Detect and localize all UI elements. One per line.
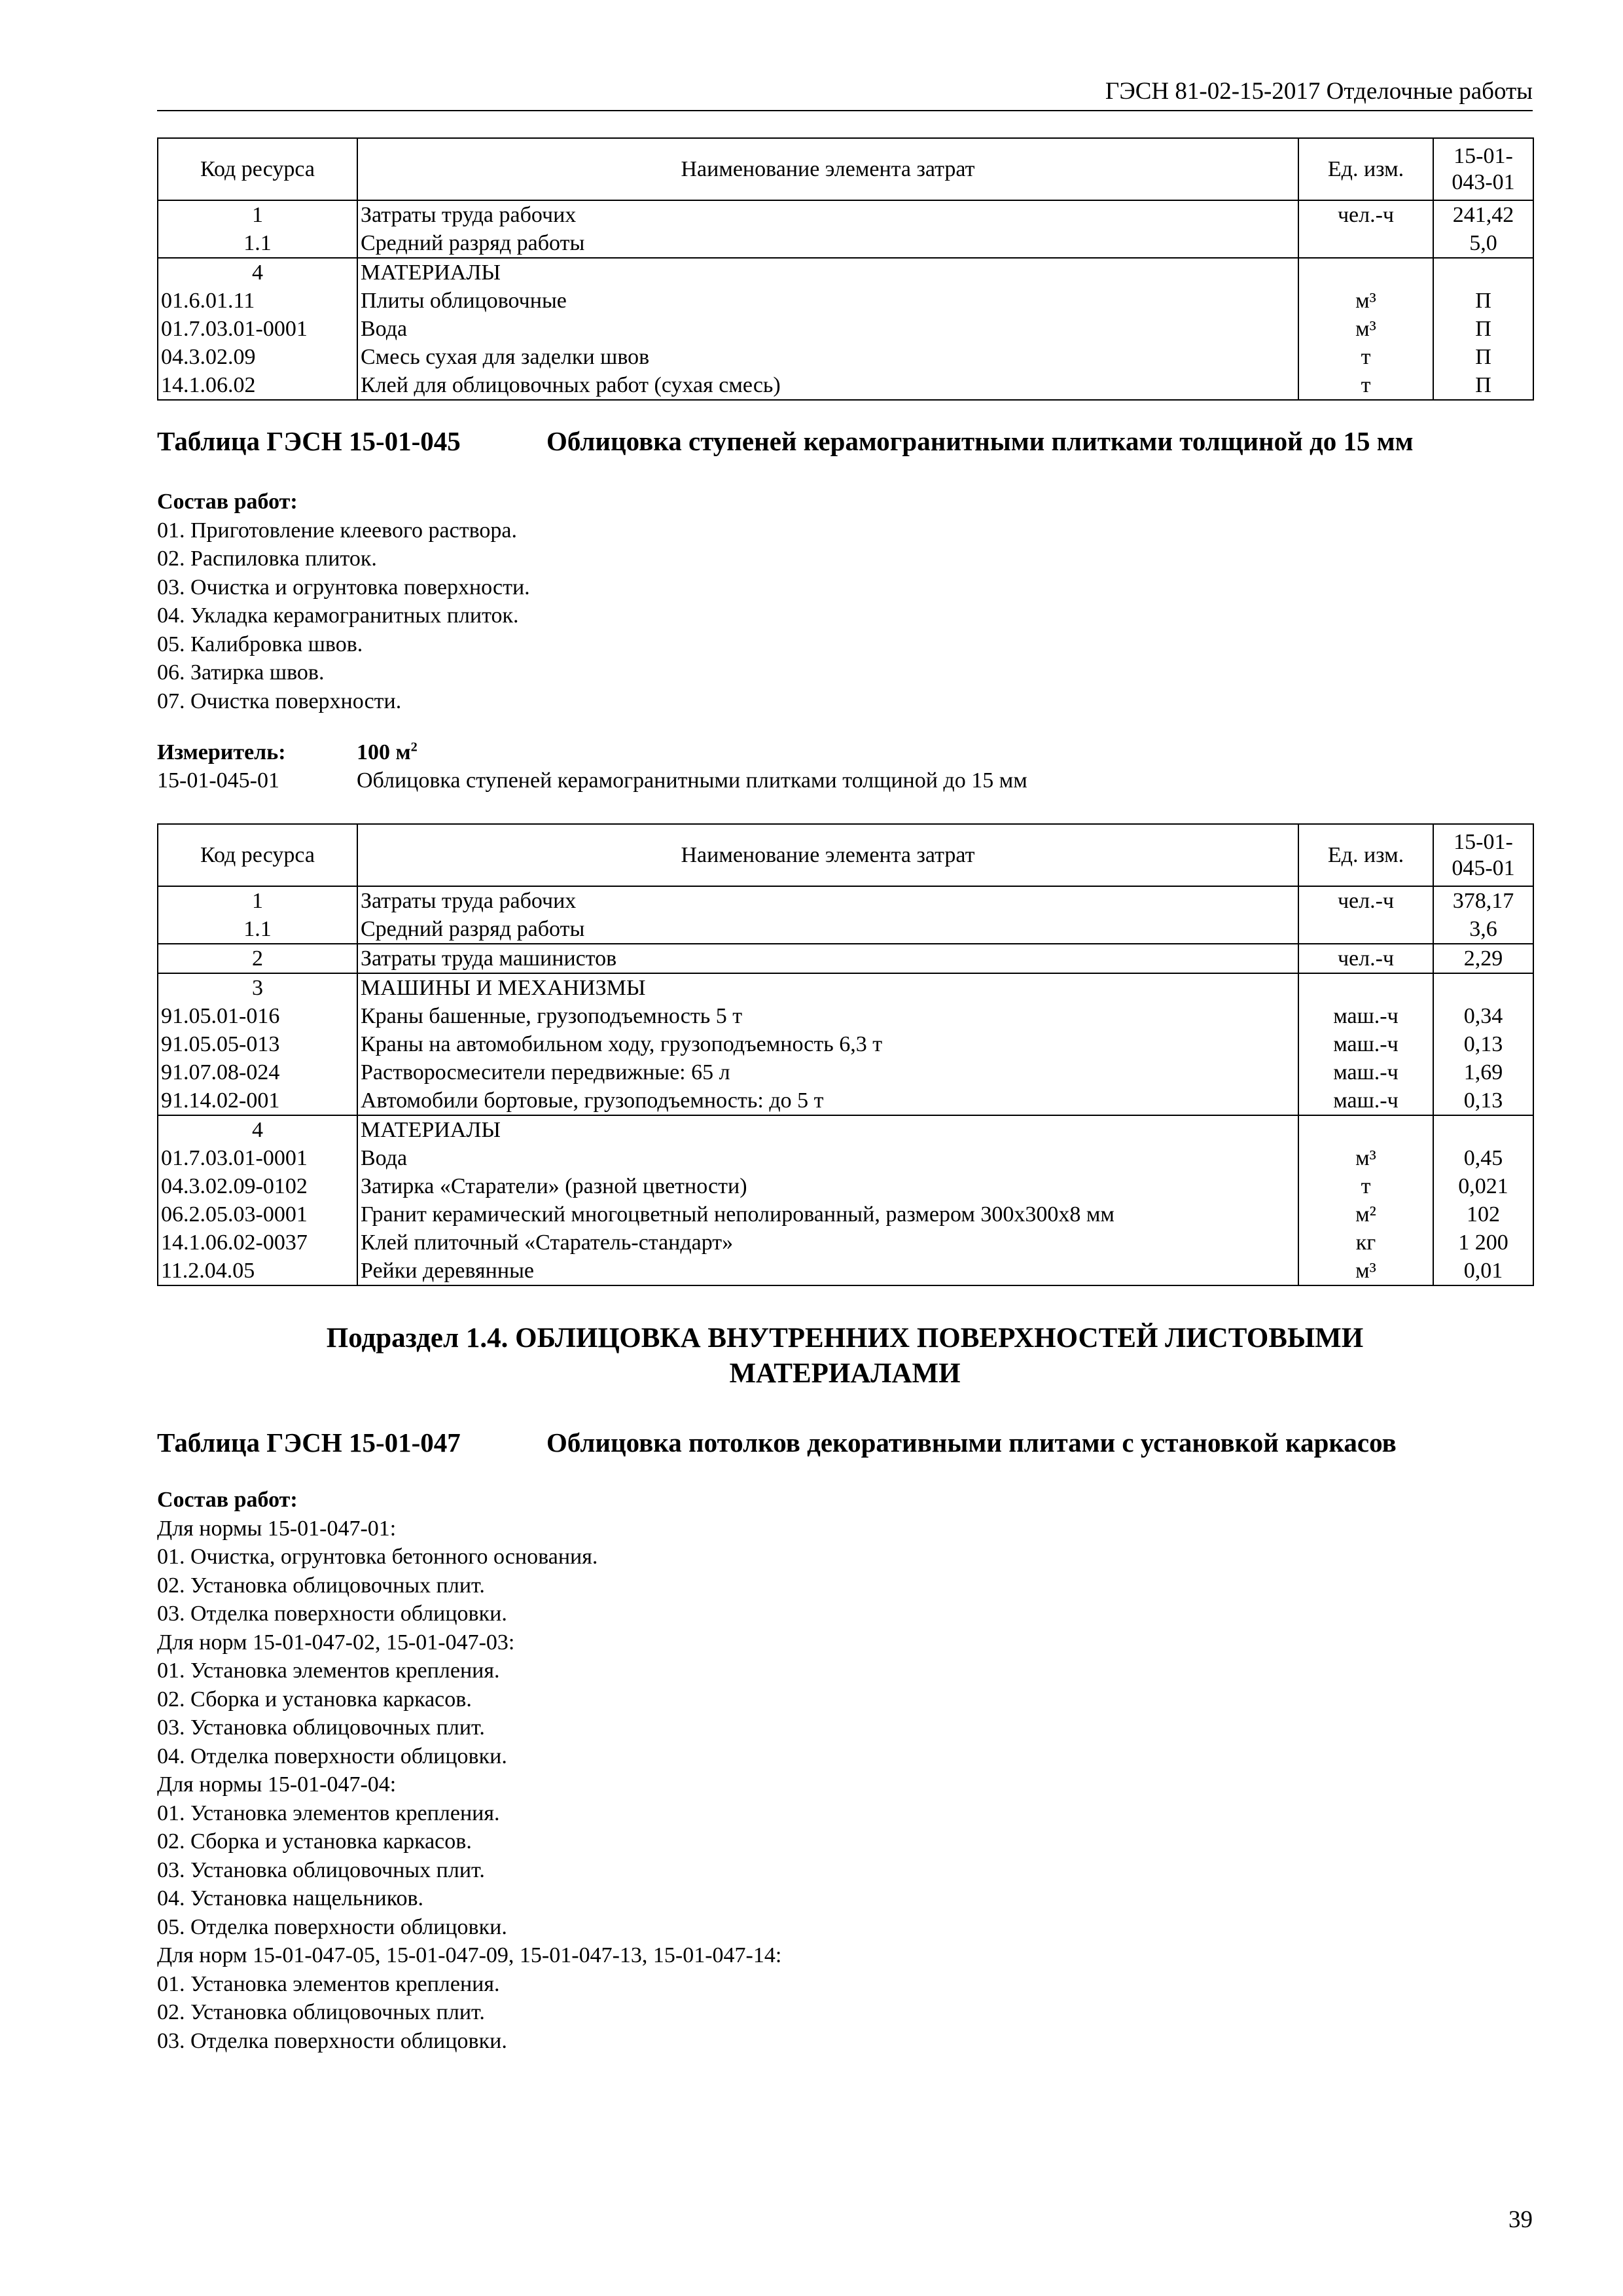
list-item: 03. Отделка поверхности облицовки. <box>157 1602 507 1626</box>
list-item: 01. Очистка, огрунтовка бетонного основания. <box>157 1545 598 1569</box>
list-item: 04. Отделка поверхности облицовки. <box>157 1744 507 1768</box>
table-row <box>158 258 1533 287</box>
table-row <box>158 1115 1533 1144</box>
cell-code: 91.07.08-024 <box>158 1058 357 1086</box>
table-045-title: Облицовка ступеней керамогранитными плитками толщиной до 15 мм <box>546 426 1414 456</box>
table-row <box>158 315 1533 343</box>
column-header-norm: 15-01-043-01 <box>1433 138 1533 200</box>
cell-value <box>1433 258 1533 287</box>
cell-code: 3 <box>158 973 357 1002</box>
cell-unit: маш.-ч <box>1298 1086 1433 1115</box>
cell-name: Затраты труда машинистов <box>357 944 1298 973</box>
cell-name: Средний разряд работы <box>357 915 1298 944</box>
cell-name: Плиты облицовочные <box>357 287 1298 315</box>
cell-value: П <box>1433 343 1533 371</box>
cell-code: 91.14.02-001 <box>158 1086 357 1115</box>
cell-code: 2 <box>158 944 357 973</box>
norm-description: Облицовка ступеней керамогранитными плитками толщиной до 15 мм <box>357 768 1027 793</box>
cell-unit: маш.-ч <box>1298 1030 1433 1058</box>
meter-label: Измеритель: <box>157 740 286 764</box>
cell-value: 378,17 <box>1433 886 1533 915</box>
cell-name: МАШИНЫ И МЕХАНИЗМЫ <box>357 973 1298 1002</box>
table-047-heading <box>157 1427 1533 1458</box>
table-row <box>158 1229 1533 1257</box>
table-row <box>158 973 1533 1002</box>
table-row <box>158 886 1533 915</box>
subsection-line-1: Подраздел 1.4. ОБЛИЦОВКА ВНУТРЕННИХ ПОВЕРХНОСТЕЙ ЛИСТОВЫМИ <box>326 1323 1364 1354</box>
table-045-meter <box>157 738 1027 795</box>
cell-code: 01.7.03.01-0001 <box>158 1144 357 1172</box>
table-045-number: Таблица ГЭСН 15-01-045 <box>157 426 461 456</box>
cell-unit: м³ <box>1298 1257 1433 1285</box>
cell-code: 91.05.01-016 <box>158 1002 357 1030</box>
cell-unit <box>1298 973 1433 1002</box>
list-item: 05. Калибровка швов. <box>157 632 363 656</box>
cell-unit: маш.-ч <box>1298 1002 1433 1030</box>
list-item: 01. Установка элементов крепления. <box>157 1971 500 1996</box>
cell-name: Растворосмесители передвижные: 65 л <box>357 1058 1298 1086</box>
table-row <box>158 1002 1533 1030</box>
column-header-norm: 15-01-045-01 <box>1433 824 1533 886</box>
cell-value: П <box>1433 371 1533 400</box>
cell-name: Клей плиточный «Старатель-стандарт» <box>357 1229 1298 1257</box>
cell-name: МАТЕРИАЛЫ <box>357 258 1298 287</box>
list-item: Для норм 15-01-047-05, 15-01-047-09, 15-01-047-13, 15-01-047-14: <box>157 1943 782 1967</box>
list-item: 03. Установка облицовочных плит. <box>157 1857 485 1882</box>
cell-code: 1.1 <box>158 229 357 258</box>
cell-value: 102 <box>1433 1200 1533 1229</box>
cell-name: Вода <box>357 315 1298 343</box>
list-item: 03. Отделка поверхности облицовки. <box>157 2028 507 2053</box>
table-row <box>158 343 1533 371</box>
cell-name: Краны башенные, грузоподъемность 5 т <box>357 1002 1298 1030</box>
table-045-works <box>157 488 530 715</box>
cell-name: Автомобили бортовые, грузоподъемность: до 5 т <box>357 1086 1298 1115</box>
column-header-unit: Ед. изм. <box>1298 138 1433 200</box>
cell-unit: м³ <box>1298 1144 1433 1172</box>
cell-unit: чел.-ч <box>1298 200 1433 229</box>
list-item: 02. Распиловка плиток. <box>157 547 377 571</box>
cell-unit: м³ <box>1298 315 1433 343</box>
list-item: Для нормы 15-01-047-04: <box>157 1772 397 1797</box>
cell-code: 06.2.05.03-0001 <box>158 1200 357 1229</box>
list-item: 02. Сборка и установка каркасов. <box>157 1829 472 1854</box>
cell-value: 1,69 <box>1433 1058 1533 1086</box>
list-item: 07. Очистка поверхности. <box>157 689 402 713</box>
page-number: 39 <box>1508 2206 1533 2233</box>
cell-name: Смесь сухая для заделки швов <box>357 343 1298 371</box>
cell-name: Затраты труда рабочих <box>357 886 1298 915</box>
cell-code: 4 <box>158 1115 357 1144</box>
list-item: 03. Установка облицовочных плит. <box>157 1715 485 1740</box>
table-row <box>158 1257 1533 1285</box>
list-item: 04. Укладка керамогранитных плиток. <box>157 603 519 628</box>
column-header-name: Наименование элемента затрат <box>357 824 1298 886</box>
cell-unit: т <box>1298 343 1433 371</box>
list-item: 01. Приготовление клеевого раствора. <box>157 518 517 543</box>
cell-code: 04.3.02.09-0102 <box>158 1172 357 1200</box>
cell-code: 1 <box>158 200 357 229</box>
table-047-title: Облицовка потолков декоративными плитами с установкой каркасов <box>546 1427 1397 1458</box>
cell-name: МАТЕРИАЛЫ <box>357 1115 1298 1144</box>
cell-value: 0,01 <box>1433 1257 1533 1285</box>
cell-value: 0,13 <box>1433 1030 1533 1058</box>
cell-unit: кг <box>1298 1229 1433 1257</box>
cell-code: 04.3.02.09 <box>158 343 357 371</box>
list-item: 06. Затирка швов. <box>157 660 325 685</box>
cell-unit: т <box>1298 1172 1433 1200</box>
cell-value <box>1433 973 1533 1002</box>
cell-code: 1 <box>158 886 357 915</box>
cell-value: 0,34 <box>1433 1002 1533 1030</box>
list-item: 01. Установка элементов крепления. <box>157 1659 500 1683</box>
table-row <box>158 1144 1533 1172</box>
resource-table-045 <box>157 823 1534 1286</box>
table-047-number: Таблица ГЭСН 15-01-047 <box>157 1427 461 1458</box>
table-row <box>158 944 1533 973</box>
cell-code: 01.7.03.01-0001 <box>158 315 357 343</box>
cell-value: 5,0 <box>1433 229 1533 258</box>
table-row <box>158 1030 1533 1058</box>
list-item: Для нормы 15-01-047-01: <box>157 1516 397 1541</box>
cell-unit: м³ <box>1298 287 1433 315</box>
cell-unit: чел.-ч <box>1298 944 1433 973</box>
table-045 <box>157 823 1533 1286</box>
cell-code: 01.6.01.11 <box>158 287 357 315</box>
table-043-continuation <box>157 137 1533 401</box>
table-row <box>158 229 1533 258</box>
table-row <box>158 200 1533 229</box>
list-item: 04. Установка нащельников. <box>157 1886 424 1910</box>
cell-value: 2,29 <box>1433 944 1533 973</box>
cell-name: Клей для облицовочных работ (сухая смесь) <box>357 371 1298 400</box>
list-item: 03. Очистка и огрунтовка поверхности. <box>157 575 530 600</box>
cell-value: П <box>1433 315 1533 343</box>
table-row <box>158 1086 1533 1115</box>
cell-unit <box>1298 258 1433 287</box>
cell-value <box>1433 1115 1533 1144</box>
cell-name: Затраты труда рабочих <box>357 200 1298 229</box>
cell-unit: маш.-ч <box>1298 1058 1433 1086</box>
works-title: Состав работ: <box>157 490 298 514</box>
subsection-line-2: МАТЕРИАЛАМИ <box>729 1358 961 1389</box>
cell-value: 1 200 <box>1433 1229 1533 1257</box>
cell-value: 0,13 <box>1433 1086 1533 1115</box>
column-header-name: Наименование элемента затрат <box>357 138 1298 200</box>
running-header: ГЭСН 81-02-15-2017 Отделочные работы <box>157 73 1533 111</box>
cell-code: 14.1.06.02 <box>158 371 357 400</box>
resource-table-043 <box>157 137 1534 401</box>
list-item: 02. Установка облицовочных плит. <box>157 1573 485 1598</box>
cell-name: Вода <box>357 1144 1298 1172</box>
cell-code: 4 <box>158 258 357 287</box>
table-row <box>158 371 1533 400</box>
works-title: Состав работ: <box>157 1488 298 1512</box>
cell-name: Краны на автомобильном ходу, грузоподъемность 6,3 т <box>357 1030 1298 1058</box>
cell-value: 0,021 <box>1433 1172 1533 1200</box>
table-row <box>158 287 1533 315</box>
cell-value: 3,6 <box>1433 915 1533 944</box>
table-row <box>158 1058 1533 1086</box>
cell-name: Средний разряд работы <box>357 229 1298 258</box>
subsection-heading <box>157 1321 1533 1391</box>
column-header-code: Код ресурса <box>158 824 357 886</box>
cell-name: Рейки деревянные <box>357 1257 1298 1285</box>
table-045-heading <box>157 425 1533 457</box>
cell-unit <box>1298 1115 1433 1144</box>
table-row <box>158 1200 1533 1229</box>
list-item: Для норм 15-01-047-02, 15-01-047-03: <box>157 1630 515 1655</box>
norm-code: 15-01-045-01 <box>157 768 279 793</box>
cell-value: 0,45 <box>1433 1144 1533 1172</box>
cell-code: 11.2.04.05 <box>158 1257 357 1285</box>
table-row <box>158 915 1533 944</box>
list-item: 05. Отделка поверхности облицовки. <box>157 1914 507 1939</box>
cell-unit <box>1298 915 1433 944</box>
cell-value: 241,42 <box>1433 200 1533 229</box>
column-header-code: Код ресурса <box>158 138 357 200</box>
cell-unit: чел.-ч <box>1298 886 1433 915</box>
cell-code: 14.1.06.02-0037 <box>158 1229 357 1257</box>
table-047-works <box>157 1486 781 2055</box>
cell-name: Гранит керамический многоцветный неполированный, размером 300х300х8 мм <box>357 1200 1298 1229</box>
cell-unit: м² <box>1298 1200 1433 1229</box>
list-item: 01. Установка элементов крепления. <box>157 1801 500 1825</box>
meter-value: 100 $м^2$ <box>357 740 418 764</box>
cell-code: 1.1 <box>158 915 357 944</box>
list-item: 02. Сборка и установка каркасов. <box>157 1687 472 1712</box>
cell-code: 91.05.05-013 <box>158 1030 357 1058</box>
cell-name: Затирка «Старатели» (разной цветности) <box>357 1172 1298 1200</box>
cell-value: П <box>1433 287 1533 315</box>
list-item: 02. Установка облицовочных плит. <box>157 2000 485 2024</box>
cell-unit: т <box>1298 371 1433 400</box>
column-header-unit: Ед. изм. <box>1298 824 1433 886</box>
table-row <box>158 1172 1533 1200</box>
cell-unit <box>1298 229 1433 258</box>
